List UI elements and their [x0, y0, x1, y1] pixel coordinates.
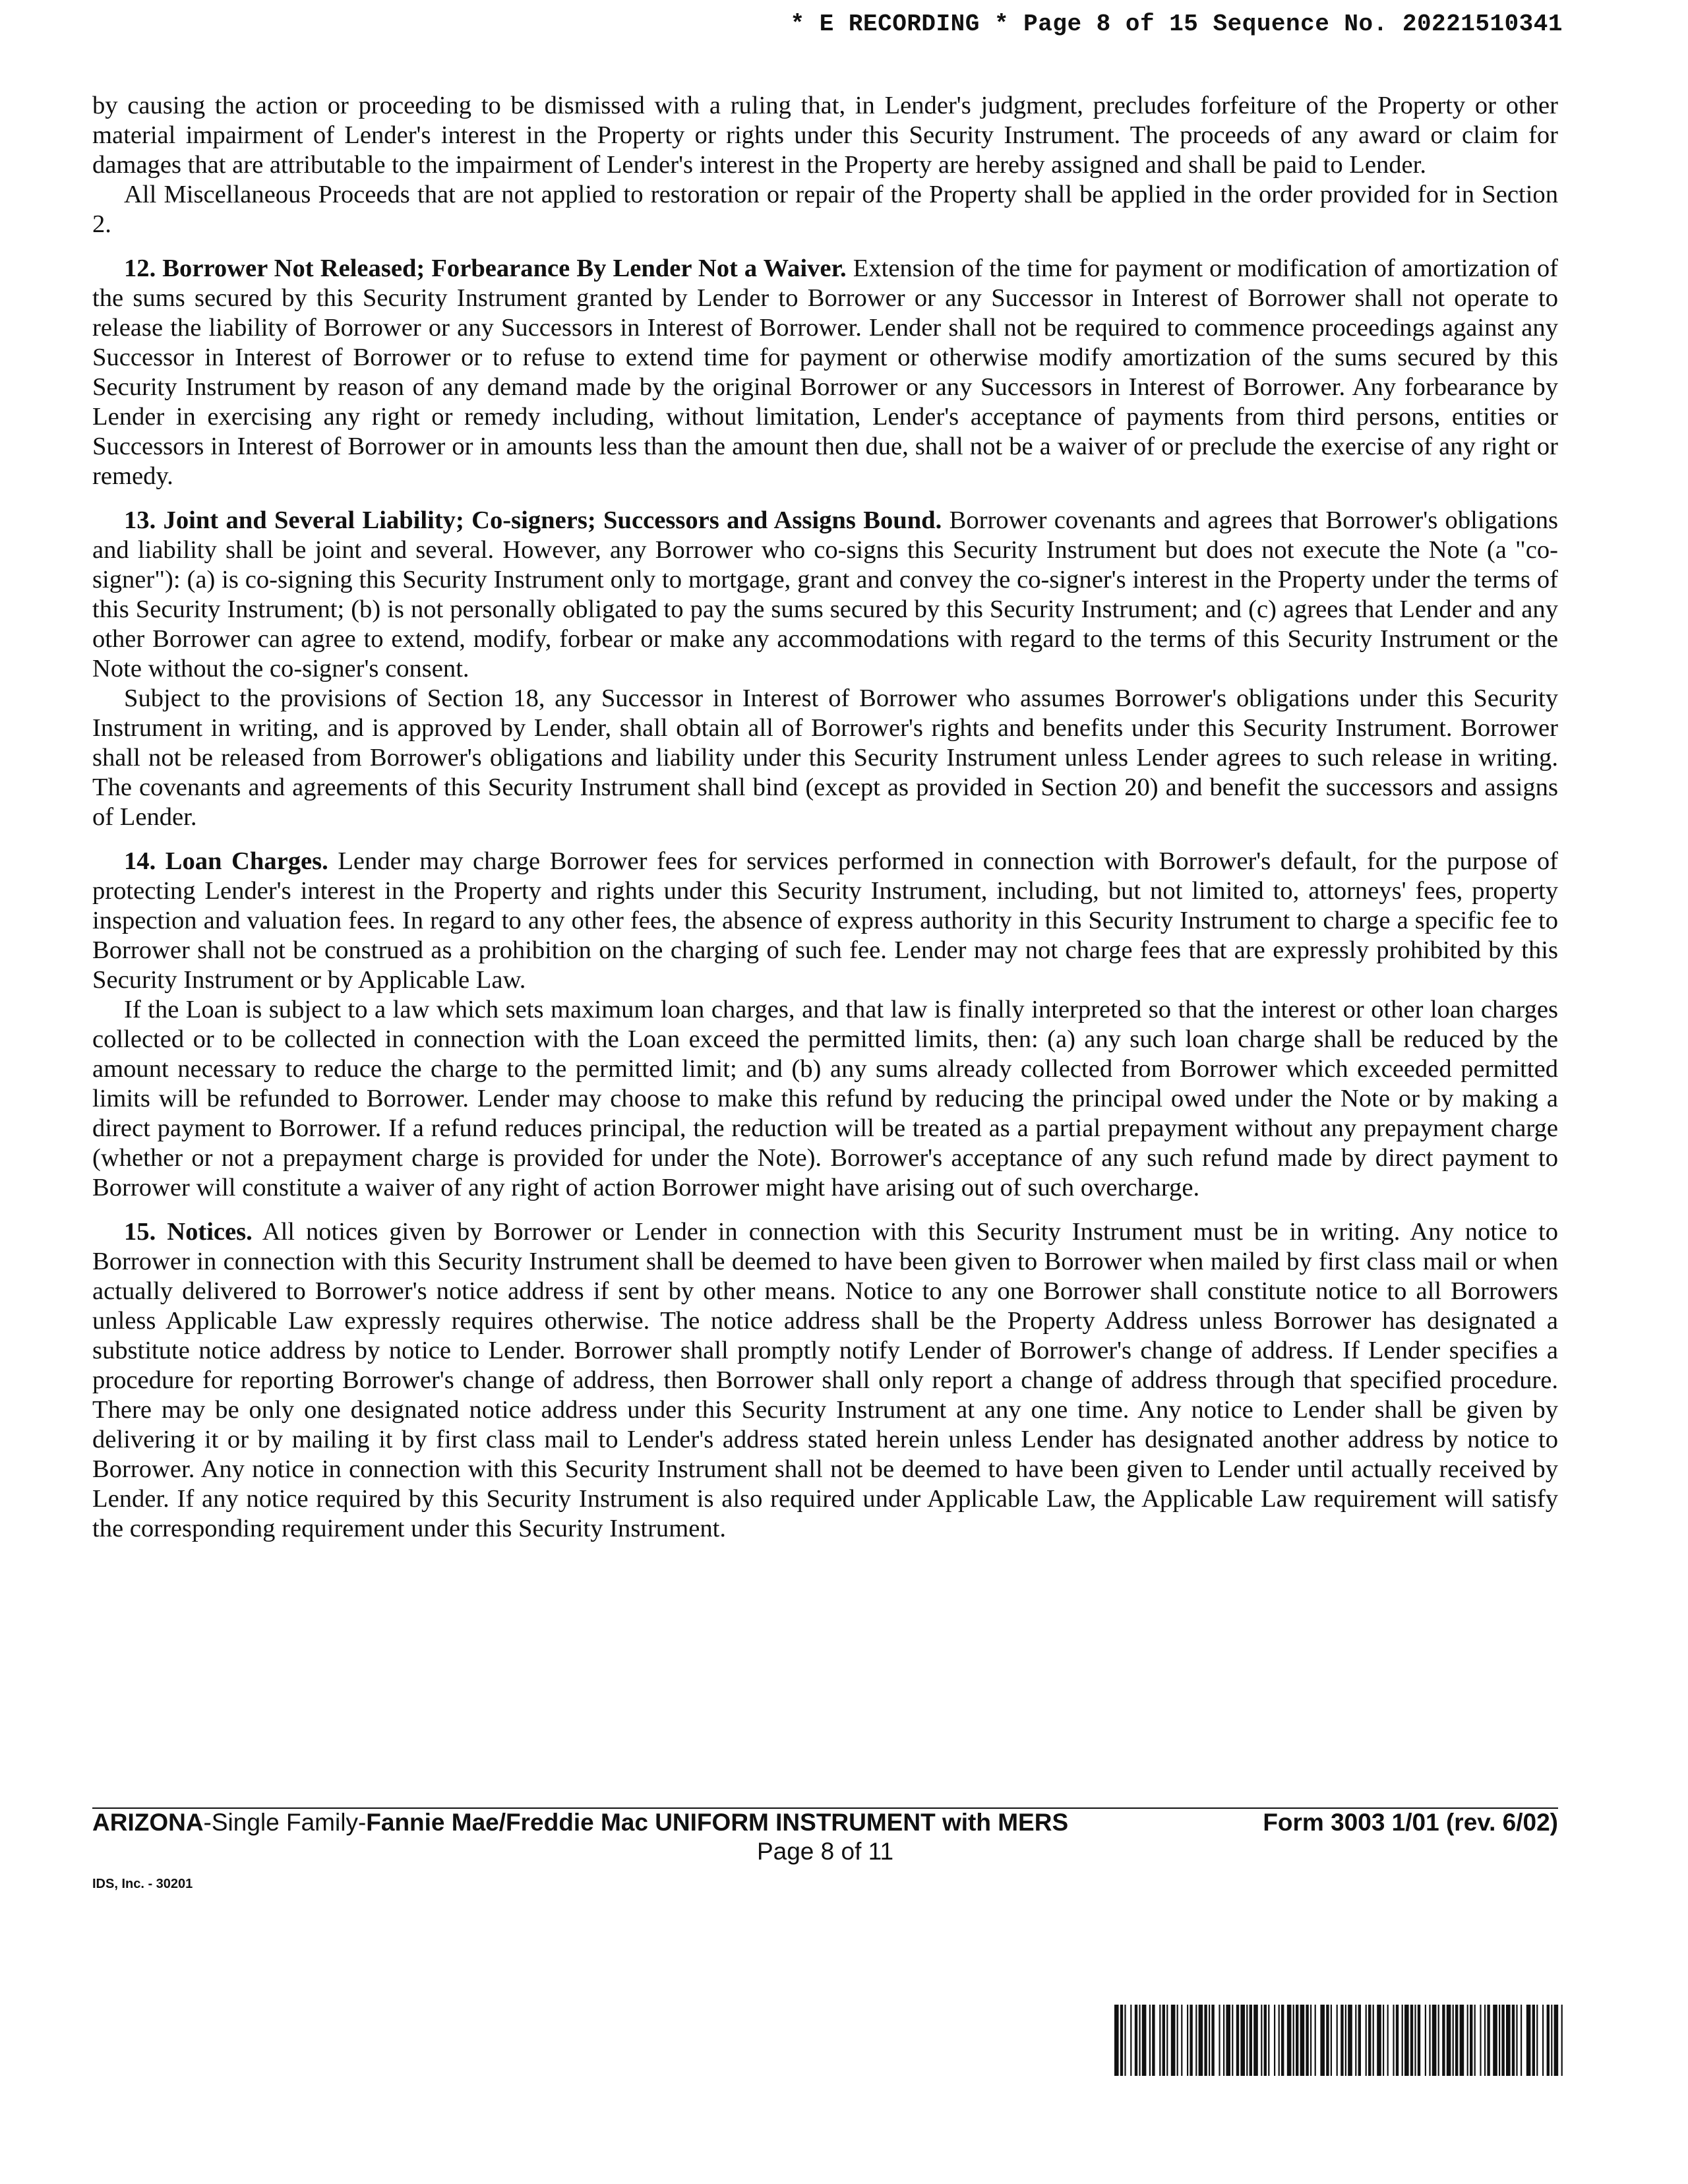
section-12	[92, 254, 1558, 491]
barcode-bar	[1114, 2005, 1119, 2076]
footer-form-number: Form 3003 1/01 (rev. 6/02)	[1263, 1809, 1558, 1836]
barcode-bar	[1226, 2005, 1230, 2076]
barcode-bar	[1373, 2005, 1374, 2076]
barcode-bar	[1296, 2005, 1298, 2076]
barcode-bar	[1223, 2005, 1224, 2076]
barcode-bar	[1501, 2005, 1504, 2076]
section-13	[92, 506, 1558, 684]
barcode-bar	[1383, 2005, 1384, 2076]
section-15-text: All notices given by Borrower or Lender in connection with this Security Instrument must be in writing. Any notice to Borrower in connection with this Security Instrument shall be deemed to have been given to Borrower when mailed by first class mail or when actually delivered to Borrower's notice address if sent by other means. Notice to any one Borrower shall constitute notice to all Borrowers unless Applicable Law expressly requires otherwise. The notice address shall be the Property Address unless Borrower has designated a substitute notice address by notice to Lender. Borrower shall promptly notify Lender of Borrower's change of address. If Lender specifies a procedure for reporting Borrower's change of address, then Borrower shall only report a change of address through that specified procedure. There may be only one designated notice address under this Security Instrument at any one time. Any notice to Lender shall be given by delivering it or by mailing it by first class mail to Lender's address stated herein unless Lender has designated another address by notice to Borrower. Any notice in connection with this Security Instrument shall not be deemed to have been given to Lender until actually received by Lender. If any notice required by this Security Instrument is also required under Applicable Law, the Applicable Law requirement will satisfy the corresponding requirement under this Security Instrument.	[92, 1218, 1558, 1542]
barcode-bar	[1331, 2005, 1332, 2076]
barcode-bar	[1279, 2005, 1280, 2076]
footer-separator: -Single Family-	[203, 1809, 367, 1836]
paragraph-continuation	[92, 91, 1558, 180]
barcode-bar	[1387, 2005, 1389, 2076]
barcode-bar	[1484, 2005, 1486, 2076]
barcode-bar	[1414, 2005, 1416, 2076]
barcode-bar	[1480, 2005, 1481, 2076]
barcode-bar	[1149, 2005, 1151, 2076]
barcode-bar	[1487, 2005, 1490, 2076]
recording-header: * E RECORDING * Page 8 of 15 Sequence No. 20221510341	[790, 11, 1563, 38]
barcode-bar	[1396, 2005, 1399, 2076]
section-14-text: Lender may charge Borrower fees for services performed in connection with Borrower's default, for the purpose of protecting Lender's interest in the Property and rights under this Security Instrument, including, but not limited to, attorneys' fees, property inspection and valuation fees. In regard to any other fees, the absence of express authority in this Security Instrument to charge a specific fee to Borrower shall not be construed as a prohibition on the charging of such fee. Lender may not charge fees that are expressly prohibited by this Security Instrument or by Applicable Law.	[92, 847, 1558, 994]
barcode-bar	[1512, 2005, 1515, 2076]
barcode-bar	[1142, 2005, 1147, 2076]
barcode-bar	[1404, 2005, 1409, 2076]
barcode-bar	[1135, 2005, 1137, 2076]
barcode-bar	[1195, 2005, 1197, 2076]
barcode-bar	[1306, 2005, 1308, 2076]
barcode-bar	[1474, 2005, 1476, 2076]
barcode-bar	[1341, 2005, 1343, 2076]
barcode-bar	[1455, 2005, 1458, 2076]
barcode-bar	[1166, 2005, 1168, 2076]
barcode-bar	[1542, 2005, 1544, 2076]
barcode-bar	[1410, 2005, 1413, 2076]
barcode-bar	[1204, 2005, 1207, 2076]
footer-instrument: Fannie Mae/Freddie Mac UNIFORM INSTRUMENT with MERS	[366, 1809, 1069, 1836]
barcode-bar	[1310, 2005, 1311, 2076]
barcode-bar	[1320, 2005, 1325, 2076]
barcode-bar	[1171, 2005, 1176, 2076]
section-15	[92, 1217, 1558, 1544]
barcode-bar	[1199, 2005, 1203, 2076]
paragraph-section-13-cont	[92, 684, 1558, 832]
barcode-bar	[1181, 2005, 1182, 2076]
barcode-bar	[1162, 2005, 1165, 2076]
paragraph-text: All Miscellaneous Proceeds that are not applied to restoration or repair of the Property shall be applied in the order provided for in Section 2.	[92, 181, 1558, 238]
barcode-bar	[1467, 2005, 1468, 2076]
barcode-bar	[1177, 2005, 1178, 2076]
barcode-bar	[1159, 2005, 1160, 2076]
barcode-bar	[1232, 2005, 1233, 2076]
barcode-bar	[1358, 2005, 1361, 2076]
barcode-bar	[1506, 2005, 1511, 2076]
barcode-bar	[1219, 2005, 1220, 2076]
barcode-bar	[1366, 2005, 1367, 2076]
barcode-bar	[1425, 2005, 1426, 2076]
barcode-bar	[1460, 2005, 1464, 2076]
paragraph-text: by causing the action or proceeding to be dismissed with a ruling that, in Lender's judgment, precludes forfeiture of the Property or other material impairment of Lender's interest in the Property or rights under this Security Instrument. The proceeds of any award or claim for damages that are attributable to the impairment of Lender's interest in the Property are hereby assigned and shall be paid to Lender.	[92, 92, 1558, 179]
barcode-bar	[1551, 2005, 1552, 2076]
barcode-bar	[1139, 2005, 1140, 2076]
section-12-text: Extension of the time for payment or modification of amortization of the sums secured by this Security Instrument granted by Lender to Borrower or any Successor in Interest of Borrower shall not operate to release the liability of Borrower or any Successors in Interest of Borrower. Lender shall not be required to commence proceedings against any Successor in Interest of Borrower or to refuse to extend time for payment or otherwise modify amortization of the sums secured by this Security Instrument by reason of any demand made by the original Borrower or any Successors in Interest of Borrower. Any forbearance by Lender in exercising any right or remedy including, without limitation, Lender's acceptance of payments from third persons, entities or Successors in Interest of Borrower or in amounts less than the amount then due, shall not be a waiver of or preclude the exercise of any right or remedy.	[92, 255, 1558, 490]
barcode-bar	[1187, 2005, 1188, 2076]
footer-instrument-title	[92, 1809, 1068, 1836]
barcode-bar	[1526, 2005, 1531, 2076]
paragraph-section-14-cont	[92, 995, 1558, 1203]
barcode-bar	[1521, 2005, 1522, 2076]
section-13-title: 13. Joint and Several Liability; Co-signers; Successors and Assigns Bound.	[124, 506, 942, 534]
barcode-bar	[1393, 2005, 1394, 2076]
barcode-bar	[1236, 2005, 1239, 2076]
document-body	[92, 91, 1558, 1544]
barcode-bar	[1209, 2005, 1210, 2076]
barcode-bar	[1516, 2005, 1517, 2076]
barcode-bar	[1532, 2005, 1535, 2076]
barcode-bar	[1281, 2005, 1284, 2076]
barcode-bar	[1315, 2005, 1316, 2076]
barcode-bar	[1261, 2005, 1262, 2076]
barcode-bar	[1300, 2005, 1305, 2076]
barcode-bar	[1429, 2005, 1430, 2076]
barcode-bar	[1120, 2005, 1123, 2076]
barcode-bar	[1432, 2005, 1437, 2076]
barcode-bar	[1250, 2005, 1252, 2076]
footer-state: ARIZONA	[92, 1809, 204, 1836]
barcode-bar	[1287, 2005, 1292, 2076]
footer-form-line	[92, 1809, 1558, 1836]
barcode-bar	[1152, 2005, 1155, 2076]
barcode-bar	[1211, 2005, 1214, 2076]
barcode-bar	[1246, 2005, 1248, 2076]
barcode-bar	[1268, 2005, 1269, 2076]
barcode-bar	[1130, 2005, 1131, 2076]
section-15-title: 15. Notices.	[124, 1218, 253, 1246]
barcode-bar	[1561, 2005, 1563, 2076]
barcode-bar	[1447, 2005, 1451, 2076]
paragraph-misc-proceeds	[92, 180, 1558, 239]
section-12-title: 12. Borrower Not Released; Forbearance By Lender Not a Waiver.	[124, 255, 847, 282]
barcode-bar	[1348, 2005, 1352, 2076]
barcode-bar	[1547, 2005, 1550, 2076]
barcode-bar	[1493, 2005, 1497, 2076]
barcode-bar	[1345, 2005, 1346, 2076]
footer-ids-code: IDS, Inc. - 30201	[92, 1877, 193, 1891]
barcode-bar	[1293, 2005, 1294, 2076]
barcode-bar	[1326, 2005, 1329, 2076]
barcode-bar	[1190, 2005, 1192, 2076]
barcode-bar	[1124, 2005, 1126, 2076]
footer-page-number: Page 8 of 11	[756, 1838, 894, 1865]
section-14	[92, 847, 1558, 995]
barcode	[1114, 2005, 1563, 2076]
barcode-bar	[1264, 2005, 1267, 2076]
barcode-bar	[1470, 2005, 1472, 2076]
section-13-text: Borrower covenants and agrees that Borrower's obligations and liability shall be joint and several. However, any Borrower who co-signs this Security Instrument but does not execute the Note (a "co-signer"): (a) is co-signing this Security Instrument only to mortgage, grant and convey the co-signer's interest in the Property under the terms of this Security Instrument; (b) is not personally obligated to pay the sums secured by this Security Instrument; and (c) agrees that Lender and any other Borrower can agree to extend, modify, forbear or make any accommodations with regard to the terms of this Security Instrument or the Note without the co-signer's consent.	[92, 506, 1558, 682]
barcode-bar	[1253, 2005, 1258, 2076]
barcode-bar	[1274, 2005, 1275, 2076]
barcode-bar	[1402, 2005, 1403, 2076]
barcode-bar	[1368, 2005, 1371, 2076]
barcode-bar	[1418, 2005, 1420, 2076]
barcode-bar	[1377, 2005, 1381, 2076]
barcode-bar	[1240, 2005, 1245, 2076]
barcode-bar	[1554, 2005, 1559, 2076]
barcode-bar	[1536, 2005, 1538, 2076]
paragraph-text: If the Loan is subject to a law which sets maximum loan charges, and that law is finally interpreted so that the interest or other loan charges collected or to be collected in connection with the Loan exceed the permitted limits, then: (a) any such loan charge shall be reduced by the amount necessary to reduce the charge to the permitted limit; and (b) any sums already collected from Borrower which exceeded permitted limits will be refunded to Borrower. Lender may choose to make this refund by reducing the principal owed under the Note or by making a direct payment to Borrower. If a refund reduces principal, the reduction will be treated as a partial prepayment without any prepayment charge (whether or not a prepayment charge is provided for under the Note). Borrower's acceptance of any such refund made by direct payment to Borrower will constitute a waiver of any right of action Borrower might have arising out of such overcharge.	[92, 996, 1558, 1201]
barcode-bar	[1337, 2005, 1338, 2076]
section-14-title: 14. Loan Charges.	[124, 847, 328, 875]
paragraph-text: Subject to the provisions of Section 18, any Successor in Interest of Borrower who assumes Borrower's obligations under this Security Instrument in writing, and is approved by Lender, shall obtain all of Borrower's rights and benefits under this Security Instrument. Borrower shall not be released from Borrower's obligations and liability under this Security Instrument unless Lender agrees to such release in writing. The covenants and agreements of this Security Instrument shall bind (except as provided in Section 20) and benefit the successors and assigns of Lender.	[92, 684, 1558, 831]
barcode-bar	[1453, 2005, 1454, 2076]
barcode-bar	[1499, 2005, 1500, 2076]
barcode-bar	[1438, 2005, 1439, 2076]
barcode-bar	[1442, 2005, 1445, 2076]
barcode-bar	[1355, 2005, 1356, 2076]
